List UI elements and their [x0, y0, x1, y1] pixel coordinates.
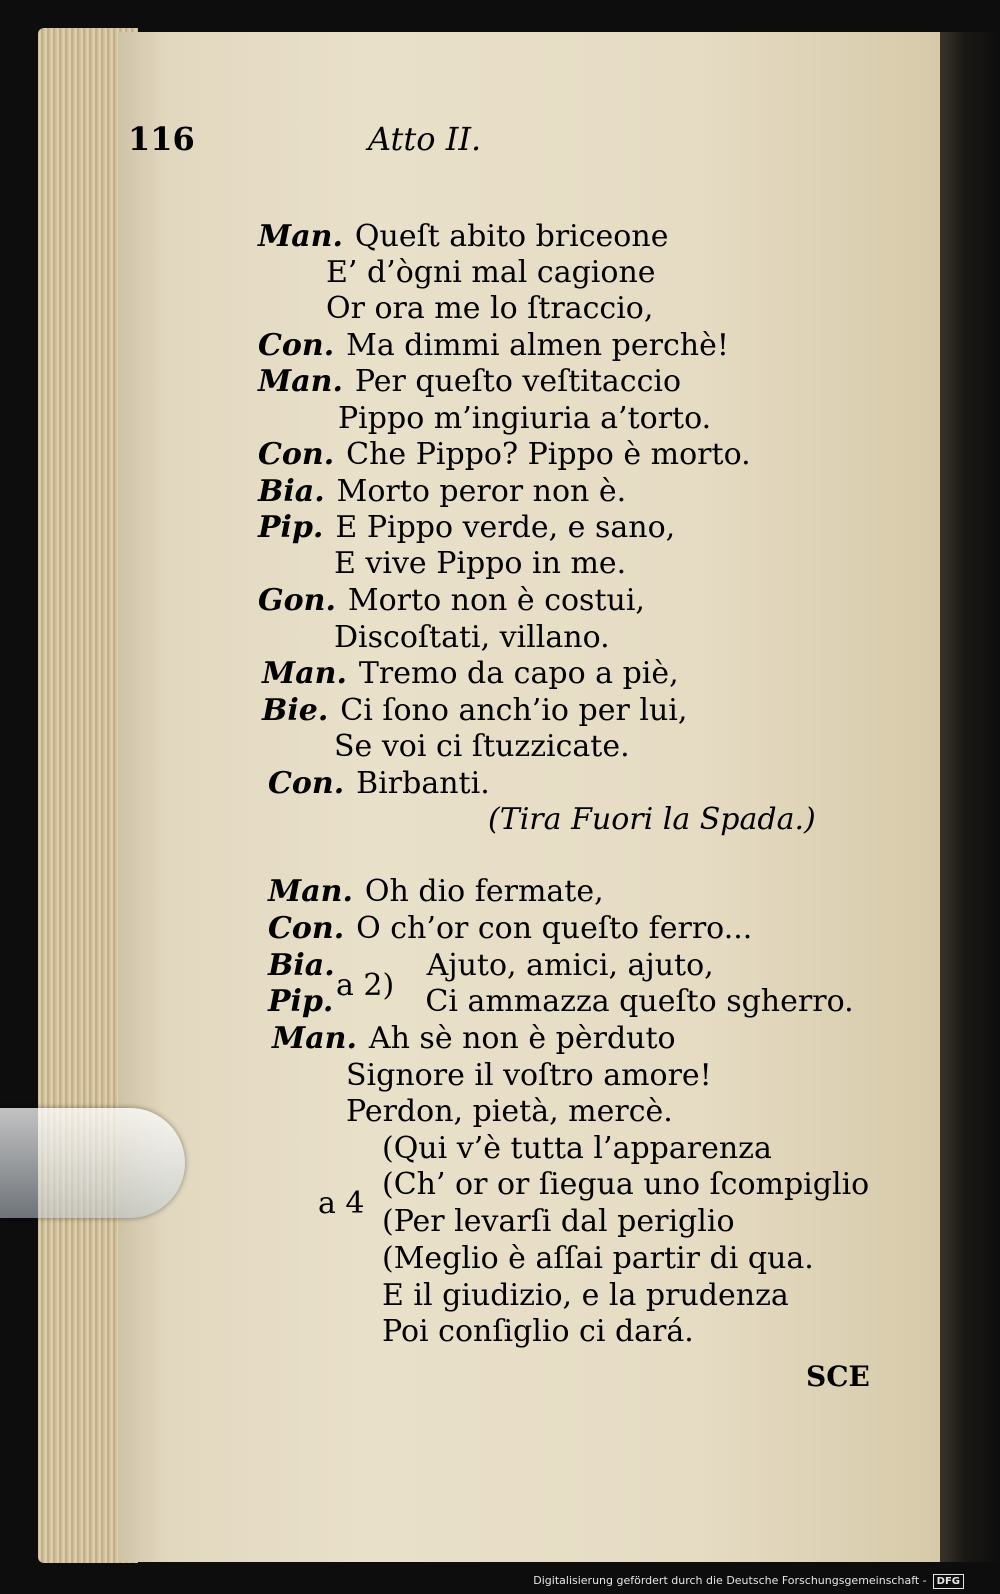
stage-direction	[488, 802, 816, 838]
verse-text: Morto peror non è.	[336, 474, 627, 509]
speaker-label: Man.	[262, 656, 347, 691]
verse-text: (Per levarſi dal periglio	[382, 1204, 735, 1239]
verse-line	[258, 219, 668, 255]
speaker-label: Bie.	[262, 693, 329, 728]
verse-line	[268, 766, 490, 802]
speaker-label: Con.	[268, 911, 345, 946]
speaker-label: Gon.	[258, 583, 336, 618]
verse-line	[382, 1204, 735, 1240]
verse-line	[346, 1094, 673, 1130]
verse-line	[268, 911, 752, 947]
verse-line	[258, 583, 645, 619]
verse-text: Ah sè non è pèrduto	[368, 1021, 676, 1056]
running-title: Atto II.	[368, 120, 482, 158]
verse-text: Queſt abito briceone	[354, 219, 669, 254]
verse-text: Pippo m’ingiuria a’torto.	[338, 401, 712, 436]
speaker-label: Bia.	[258, 474, 325, 509]
verse-text: O ch’or con queſto ferro...	[356, 911, 753, 946]
speaker-label: Man.	[268, 874, 353, 909]
verse-text: Discoſtati, villano.	[334, 620, 610, 655]
verse-text: E vive Pippo in me.	[334, 546, 627, 581]
verse-text: Or ora me lo ſtraccio,	[326, 291, 654, 326]
verse-line	[272, 1021, 676, 1057]
speaker-label: Man.	[258, 219, 343, 254]
speaker-label: Bia.	[268, 948, 335, 983]
verse-line	[262, 693, 687, 729]
verse-text: E’ d’ògni mal cagione	[326, 255, 656, 290]
verse-line	[382, 1314, 694, 1350]
speaker-label: Pip.	[268, 984, 334, 1019]
verse-text: Perdon, pietà, mercè.	[346, 1094, 673, 1129]
verse-text: Ci ſono anch’io per lui,	[340, 693, 688, 728]
verse-line	[326, 291, 653, 327]
verse-line	[258, 437, 751, 473]
verse-text: Oh dio fermate,	[364, 874, 604, 909]
verse-text: Per queſto veſtitaccio	[354, 364, 682, 399]
verse-line	[258, 328, 729, 364]
facing-page-edge	[940, 32, 1000, 1562]
verse-text: Che Pippo? Pippo è morto.	[346, 437, 751, 472]
verse-text: Ajuto, amici, ajuto,	[426, 948, 714, 983]
verse-line	[258, 364, 681, 400]
verse-line	[258, 474, 626, 510]
verse-line	[258, 510, 675, 546]
page-clip	[0, 1108, 185, 1218]
verse-line	[268, 874, 604, 910]
verse-text: (Qui v’è tutta l’apparenza	[382, 1131, 772, 1166]
verse-text: E Pippo verde, e sano,	[335, 510, 676, 545]
page-number: 116	[128, 120, 195, 158]
verse-text: E il giudizio, e la prudenza	[382, 1278, 789, 1313]
verse-text: Ma dimmi almen perchè!	[346, 328, 729, 363]
catchword: SCE	[806, 1360, 870, 1393]
stage-direction-text: (Tira Fuori la Spada.)	[488, 802, 816, 837]
verse-line	[334, 620, 610, 656]
speaker-label: Con.	[268, 766, 345, 801]
quartet-brace-label: a 4	[318, 1186, 365, 1221]
digitization-credit	[533, 1574, 964, 1589]
verse-line	[382, 1167, 869, 1203]
verse-text: Signore il voſtro amore!	[346, 1058, 712, 1093]
speaker-label: Con.	[258, 437, 335, 472]
verse-line	[268, 948, 714, 984]
dfg-logo: DFG	[933, 1574, 964, 1589]
verse-line	[382, 1278, 789, 1314]
speaker-label: Man.	[272, 1021, 357, 1056]
verse-line	[382, 1131, 772, 1167]
speaker-label: Pip.	[258, 510, 324, 545]
verse-text: Birbanti.	[356, 766, 490, 801]
speaker-label: Con.	[258, 328, 335, 363]
verse-text: Morto non è costui,	[347, 583, 645, 618]
verse-text: Se voi ci ſtuzzicate.	[334, 729, 630, 764]
verse-text: (Ch’ or or ſiegua uno ſcompiglio	[382, 1167, 870, 1202]
verse-text: (Meglio è aſſai partir di qua.	[382, 1241, 814, 1276]
verse-line	[382, 1241, 814, 1277]
speaker-label: Man.	[258, 364, 343, 399]
verse-line	[338, 401, 711, 437]
verse-text: Poi conſiglio ci dará.	[382, 1314, 694, 1349]
verse-line	[334, 729, 630, 765]
duet-brace-label: a 2)	[336, 968, 395, 1003]
verse-text: Ci ammazza queſto sgherro.	[425, 984, 854, 1019]
verse-line	[262, 656, 679, 692]
verse-line	[334, 546, 626, 582]
page-header	[128, 120, 548, 170]
credit-text: Digitalisierung gefördert durch die Deutsche Forschungsgemeinschaft -	[533, 1574, 927, 1587]
verse-line	[346, 1058, 712, 1094]
verse-text: Tremo da capo a piè,	[358, 656, 679, 691]
verse-line	[326, 255, 656, 291]
